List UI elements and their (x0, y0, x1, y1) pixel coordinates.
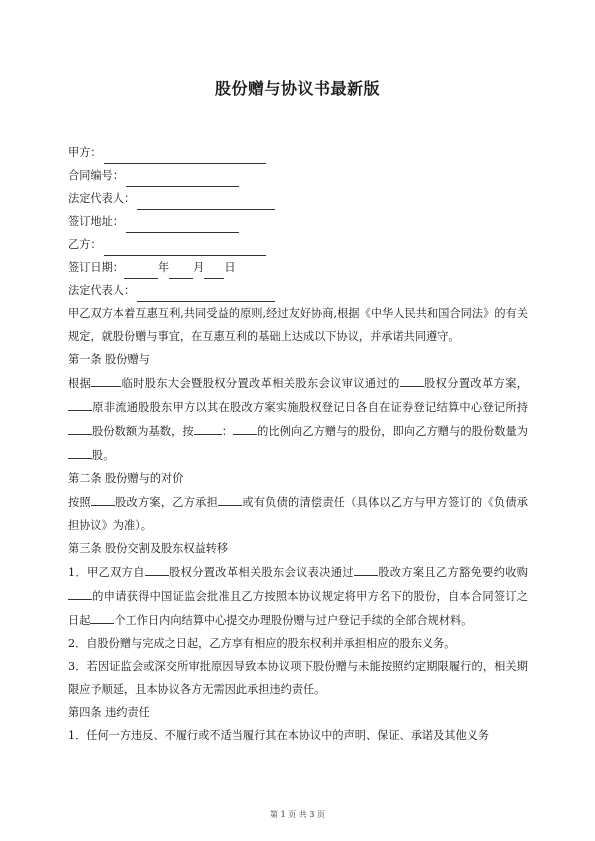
article1-blank-3[interactable] (68, 395, 92, 411)
sign-date-month-blank[interactable] (169, 263, 193, 279)
document-title: 股份赠与协议书最新版 (214, 79, 380, 98)
sign-date-year: 年 (157, 261, 170, 274)
contract-no-label: 合同编号： (68, 169, 124, 182)
article3-item1-text-c: 股改方案且乙方豁免要约收购 (377, 566, 528, 579)
party-a-label: 甲方： (68, 146, 102, 159)
article2-text-a: 按照 (68, 496, 91, 509)
sign-date-day: 日 (224, 261, 236, 274)
article3-item1 (68, 560, 528, 632)
sign-place-blank[interactable] (126, 217, 239, 233)
article3-heading: 第三条 股份交割及股东权益转移 (68, 542, 229, 555)
legal-rep2-field (68, 279, 528, 302)
article1-text-d: 原非流通股股东甲方以其在股改方案实施股权登记日各自在证券登记结算中心登记所持 (92, 401, 528, 414)
party-a-field (68, 141, 528, 164)
sign-place-label: 签订地址： (68, 215, 124, 228)
contract-no-blank[interactable] (126, 171, 239, 187)
legal-rep-field (68, 187, 528, 210)
article2-text-b: 股改方案，乙方承担 (114, 496, 219, 509)
sign-date-day-blank[interactable] (204, 263, 224, 279)
party-a-blank[interactable] (104, 148, 266, 164)
party-b-field (68, 233, 528, 256)
article3-item1-text-d: 的申请获得中国证监会批准且乙方按照本协议规定将甲方名下的股份，自本合同签订之日起 (68, 590, 528, 627)
article3-item1-text-b: 股权分置改革相关股东会议表决通过 (168, 566, 354, 579)
intro-paragraph: 甲乙双方本着互惠互利,共同受益的原则,经过友好协商,根据《中华人民共和国合同法》的有关规定，就股份赠与事宜，在互惠互利的基础上达成以下协议，并承诺共同遵守。 (68, 307, 528, 343)
article3-item3: 3．若因证监会或深交所审批原因导致本协议项下股份赠与未能按照约定期限履行的，相关期限应予顺延，且本协议各方无需因此承担违约责任。 (68, 660, 528, 696)
article3-blank-2[interactable] (354, 560, 378, 576)
article3-item1-text-e: 个工作日内向结算中心提交办理股份赠与过户登记手续的全部合规材料。 (114, 614, 473, 627)
article1-paragraph (68, 371, 528, 467)
article1-text-c: 股权分置改革方案， (423, 377, 528, 390)
article1-text-b: 临时股东大会暨股权分置改革相关股东会议审议通过的 (121, 377, 400, 390)
article1-text-g: 的比例向乙方赠与的股份，即向乙方赠与的股份数量为 (257, 425, 528, 438)
article1-blank-4[interactable] (68, 419, 92, 435)
article1-text-a: 根据 (68, 377, 92, 390)
article1-text-e: 股份数额为基数，按 (92, 425, 194, 438)
article1-blank-6[interactable] (233, 419, 257, 435)
article2-blank-1[interactable] (91, 490, 115, 506)
legal-rep-label: 法定代表人： (68, 192, 136, 205)
article1-blank-2[interactable] (400, 371, 424, 387)
sign-date-year-blank[interactable] (124, 263, 158, 279)
article2-paragraph (68, 490, 528, 537)
article1-text-h: 股。 (92, 449, 115, 462)
legal-rep-blank[interactable] (137, 194, 275, 210)
article1-text-f: ： (221, 425, 234, 438)
sign-place-field (68, 210, 528, 233)
article3-item1-text-a: 1．甲乙双方自 (68, 566, 145, 579)
party-b-blank[interactable] (104, 240, 266, 256)
sign-date-month: 月 (193, 261, 205, 274)
contract-no-field (68, 164, 528, 187)
page-footer: 第 1 页 共 3 页 (270, 810, 325, 819)
article1-blank-1[interactable] (91, 371, 121, 387)
article1-blank-5[interactable] (194, 419, 222, 435)
party-b-label: 乙方： (68, 238, 102, 251)
article4-item1: 1．任何一方违反、不履行或不适当履行其在本协议中的声明、保证、承诺及其他义务 (68, 729, 490, 742)
article1-heading: 第一条 股份赠与 (68, 353, 150, 366)
article1-blank-7[interactable] (68, 443, 92, 459)
article4-heading: 第四条 违约责任 (68, 706, 150, 719)
article2-blank-2[interactable] (218, 490, 242, 506)
sign-date-label: 签订日期： (68, 261, 124, 274)
article3-blank-1[interactable] (145, 560, 169, 576)
article3-blank-4[interactable] (90, 608, 114, 624)
article2-text-c: 或有负债的清偿责任（具体以乙方与甲方签订的《负债承担协议》为准）。 (68, 496, 528, 532)
legal-rep2-label: 法定代表人： (68, 284, 136, 297)
legal-rep2-blank[interactable] (137, 286, 275, 302)
article3-item2: 2．自股份赠与完成之日起，乙方享有相应的股东权利并承担相应的股东义务。 (68, 637, 456, 650)
document-body (68, 141, 528, 747)
sign-date-field (68, 256, 528, 279)
article3-blank-3[interactable] (68, 584, 92, 600)
article2-heading: 第二条 股份赠与的对价 (68, 472, 184, 485)
